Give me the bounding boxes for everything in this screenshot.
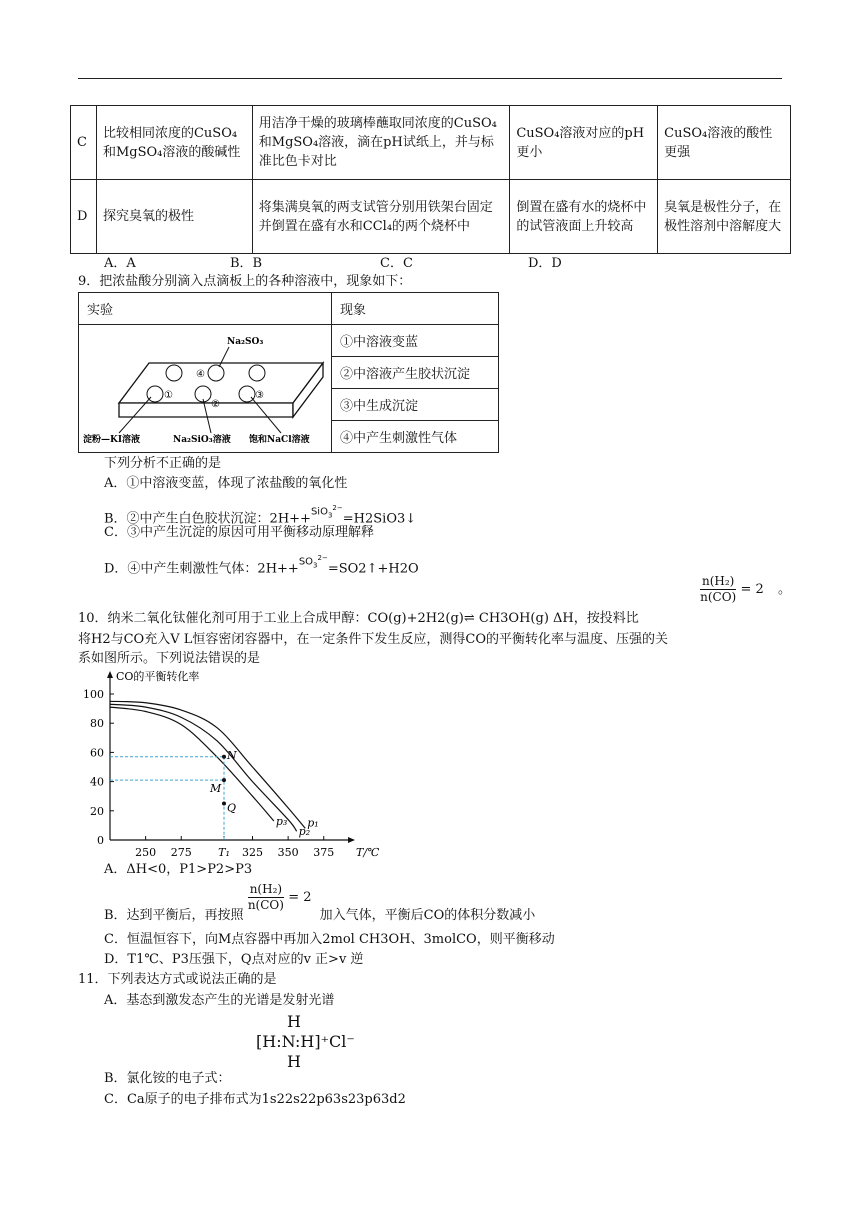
well-label-2: ② [211, 398, 220, 410]
lewis-middle: [H:N:H]⁺Cl⁻ [256, 1032, 355, 1051]
q11-option-b[interactable]: B．氯化铵的电子式： [104, 1071, 231, 1086]
point-n [222, 755, 226, 759]
point-q [222, 802, 226, 806]
silicate-ion: SiO$_3^{2-}$ [310, 504, 343, 520]
x-tick-label: 275 [170, 846, 192, 859]
series-line-1 [110, 701, 305, 828]
q8-option-b[interactable]: B．B [230, 256, 263, 271]
table-row [71, 180, 791, 254]
q9-option-a[interactable]: A．①中溶液变蓝，体现了浓盐酸的氧化性 [104, 476, 348, 491]
q10-option-d[interactable]: D．T1℃、P3压强下，Q点对应的v 正>v 逆 [104, 952, 364, 967]
ratio-numerator: n(H₂) [249, 882, 283, 896]
x-tick-label: T₁ [218, 846, 230, 859]
option-text: =SO2↑+H2O [327, 561, 419, 577]
q10-line-1: 10．纳米二氧化钛催化剂可用于工业上合成甲醇：CO(g)+2H2(g)⇌ CH3OH(g) ΔH，按投料比 [78, 611, 639, 626]
well-label-3: ③ [255, 389, 264, 401]
x-tick-label: 375 [313, 846, 335, 859]
ratio-fraction [248, 882, 284, 913]
series-label: p₁ [307, 816, 319, 830]
ion-formula: SO [298, 556, 314, 568]
chart-series [110, 701, 319, 838]
y-tick-label: 40 [90, 775, 104, 789]
y-axis-arrow [107, 671, 113, 678]
option-text: 加入气体，平衡后CO的体积分数减小 [319, 908, 536, 923]
co-conversion-chart [76, 664, 380, 864]
option-text: B．达到平衡后，再按照 [104, 908, 244, 923]
q10-line-3: 系如图所示。下列说法错误的是 [78, 651, 261, 666]
option-text: B．②中产生白色胶状沉淀：2H++ [104, 511, 311, 527]
x-tick-label: 325 [242, 846, 263, 859]
q9-table [78, 292, 499, 453]
x-tick-label: 250 [135, 846, 157, 859]
table-row [71, 106, 791, 180]
operation-cell: 将集满臭氧的两支试管分别用铁架台固定并倒置在盛有水和CCl₄的两个烧杯中 [252, 180, 510, 254]
q9-prompt: 下列分析不正确的是 [104, 456, 222, 471]
q8-option-a[interactable]: A．A [104, 256, 136, 271]
ratio-equals: = 2 [288, 890, 312, 905]
phenomenon-cell: CuSO₄溶液对应的pH更小 [510, 106, 658, 180]
operation-cell: 用洁净干燥的玻璃棒蘸取同浓度的CuSO₄和MgSO₄溶液，滴在pH试纸上，并与标准比色卡对比 [252, 106, 510, 180]
point-label: M [210, 782, 222, 796]
chart-axes [83, 669, 380, 859]
ratio-end: 。 [777, 582, 791, 597]
conclusion-cell: CuSO₄溶液的酸性更强 [658, 106, 791, 180]
q10-option-c[interactable]: C．恒温恒容下，向M点容器中再加入2mol CH3OH、3molCO，则平衡移动 [104, 932, 555, 947]
ratio-fraction [700, 574, 736, 605]
na2so3-label: Na₂SO₃ [227, 336, 264, 347]
phenomenon-2: ②中溶液产生胶状沉淀 [332, 357, 499, 389]
q8-option-c[interactable]: C．C [380, 256, 413, 271]
header-experiment: 实验 [79, 293, 332, 325]
point-label: Q [227, 801, 237, 815]
ratio-denominator: n(CO) [247, 898, 284, 912]
point-label: N [227, 748, 237, 762]
q8-table [70, 105, 791, 254]
ratio-numerator: n(H₂) [702, 574, 735, 588]
table-row [79, 293, 499, 325]
na2sio3-label: Na₂SiO₃溶液 [173, 434, 231, 445]
nacl-label: 饱和NaCl溶液 [249, 434, 310, 445]
q9-stem: 9．把浓盐酸分别滴入点滴板上的各种溶液中，现象如下： [78, 274, 412, 289]
y-tick-label: 0 [97, 834, 104, 847]
y-axis-label: CO的平衡转化率 [116, 670, 200, 683]
q10-option-b[interactable] [104, 882, 535, 925]
q9-option-d[interactable] [104, 553, 419, 578]
ratio-equals: = 2 [740, 582, 764, 597]
q9-option-c[interactable]: C．③中产生沉淀的原因可用平衡移动原理解释 [104, 525, 374, 540]
point-m [222, 778, 226, 782]
nh4cl-lewis-structure [256, 1012, 355, 1072]
lewis-top-h: H [287, 1012, 301, 1031]
q11-option-a[interactable]: A．基态到激发态产生的光谱是发射光谱 [104, 993, 335, 1008]
q10-line-2: 将H2与CO充入V L恒容密闭容器中，在一定条件下发生反应，测得CO的平衡转化率与温度、压强的关 [78, 632, 668, 647]
q8-option-d[interactable]: D．D [528, 256, 562, 271]
y-tick-label: 80 [90, 717, 104, 731]
phenomenon-1: ①中溶液变蓝 [332, 325, 499, 357]
y-tick-label: 20 [90, 804, 104, 818]
sulfite-ion: $SO_3^{2-}$ [298, 554, 328, 570]
well-label-1: ① [164, 389, 173, 401]
q11-stem: 11．下列表达方式或说法正确的是 [78, 972, 277, 987]
phenomenon-4: ④中产生刺激性气体 [332, 421, 499, 453]
ki-label: 淀粉—KI溶液 [83, 434, 141, 445]
x-tick-label: 350 [277, 846, 299, 859]
row-label: D [71, 180, 97, 254]
y-tick-label: 60 [90, 746, 104, 760]
series-label: p₂ [298, 825, 311, 839]
well-label-4: ④ [196, 368, 205, 380]
option-text: =H2SiO3↓ [342, 511, 417, 527]
table-row [79, 325, 499, 357]
row-label: C [71, 106, 97, 180]
spot-plate-figure-cell [79, 325, 332, 453]
header-rule [78, 78, 782, 79]
q11-option-c[interactable]: C．Ca原子的电子排布式为1s22s22p63s23p63d2 [104, 1092, 406, 1107]
chart-points [110, 749, 237, 840]
y-tick-label: 100 [83, 688, 104, 701]
ion-formula: SiO [310, 506, 328, 518]
spot-plate-figure [79, 327, 331, 451]
feed-ratio [700, 574, 791, 605]
lewis-bottom-h: H [287, 1052, 301, 1071]
option-text: D．④中产生刺激性气体：2H++ [104, 561, 299, 577]
ratio-denominator: n(CO) [700, 590, 737, 604]
phenomenon-cell: 倒置在盛有水的烧杯中的试管液面上升较高 [510, 180, 658, 254]
purpose-cell: 比较相同浓度的CuSO₄和MgSO₄溶液的酸碱性 [96, 106, 252, 180]
series-line-2 [110, 704, 297, 831]
x-axis-arrow [348, 837, 355, 843]
q10-option-a[interactable]: A．ΔH<0，P1>P2>P3 [104, 862, 253, 877]
series-label: p₃ [275, 815, 288, 829]
purpose-cell: 探究臭氧的极性 [96, 180, 252, 254]
header-phenomenon: 现象 [332, 293, 499, 325]
conclusion-cell: 臭氧是极性分子，在极性溶剂中溶解度大 [658, 180, 791, 254]
x-axis-label: T/℃ [356, 846, 380, 859]
phenomenon-3: ③中生成沉淀 [332, 389, 499, 421]
